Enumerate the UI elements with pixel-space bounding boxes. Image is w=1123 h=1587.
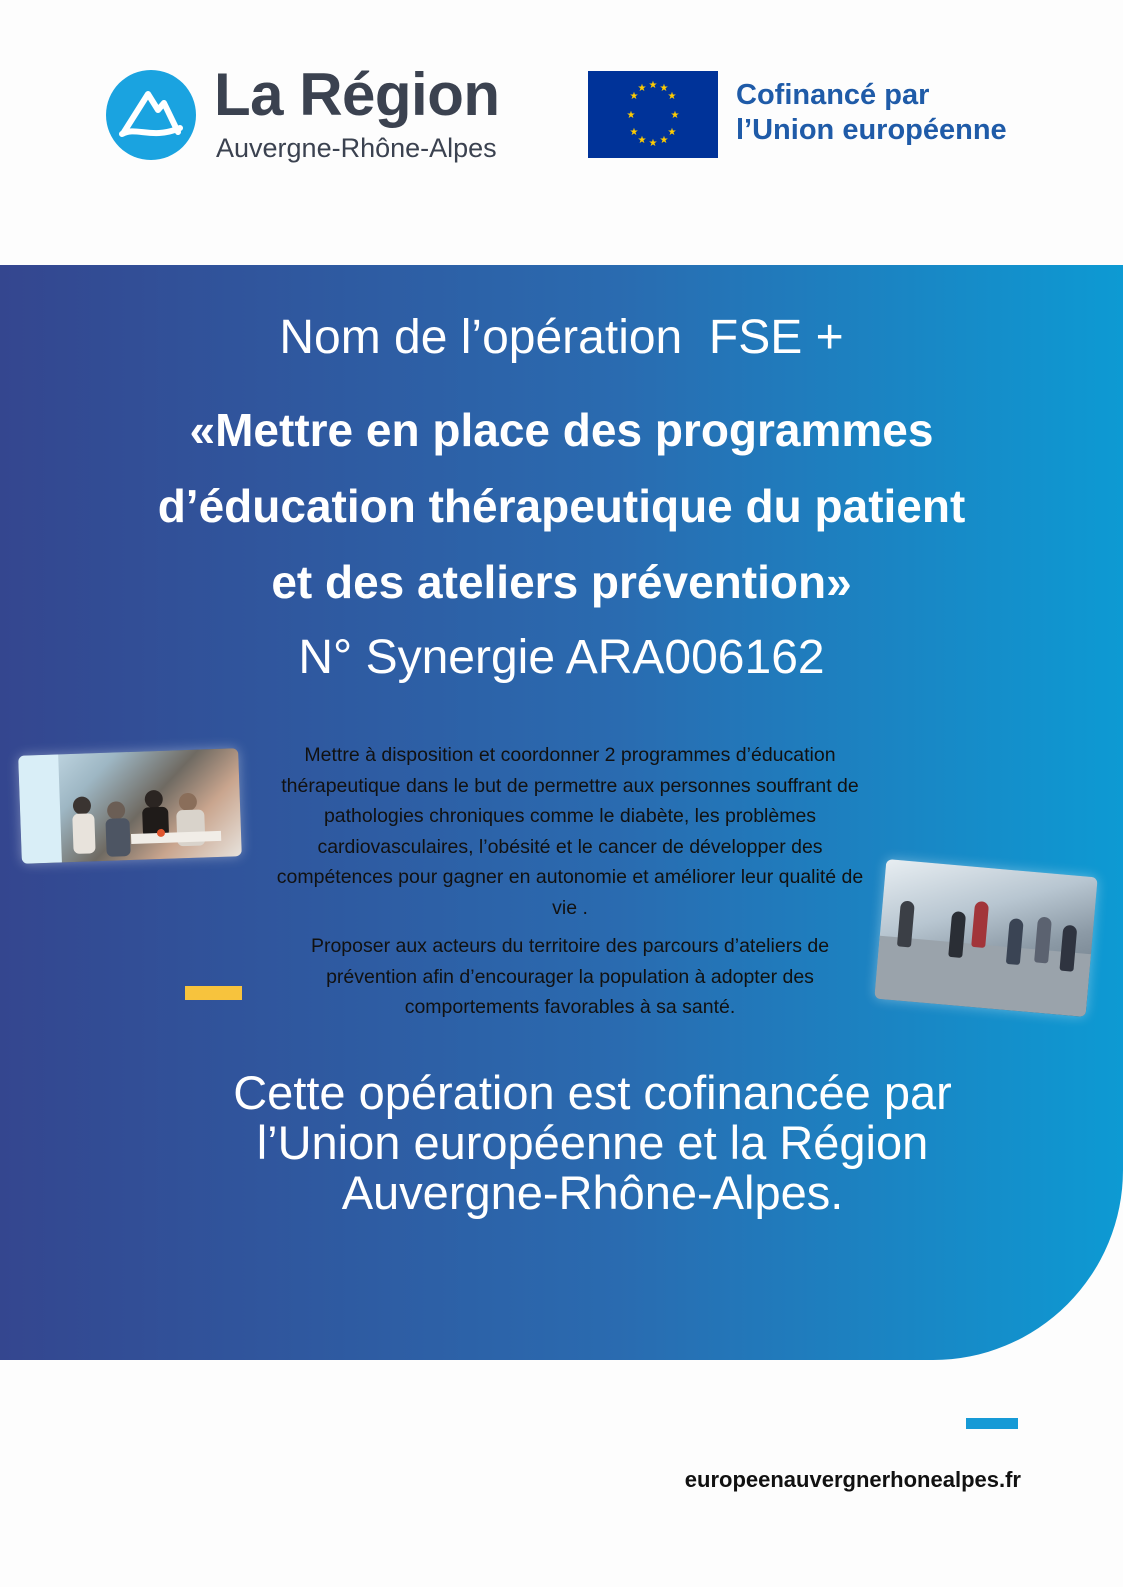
yellow-accent-dash [185,986,242,1000]
region-subtitle: Auvergne-Rhône-Alpes [216,133,497,163]
person [971,901,989,948]
eu-flag-icon [588,71,718,158]
blue-accent-dash [966,1418,1018,1429]
cofinancing-line: Auvergne-Rhône-Alpes. [341,1166,844,1219]
website-link[interactable]: europeenauvergnerhonealpes.fr [684,1467,1021,1492]
workshop-photo [18,748,242,864]
region-name: La Région [214,61,500,128]
cofinancing-line: l’Union européenne et la Région [256,1116,929,1169]
synergie-number: N° Synergie ARA006162 [298,631,825,684]
title-line: d’éducation thérapeutique du patient [157,480,966,532]
svg-text:★: ★ [626,110,636,121]
operation-title [0,392,1123,620]
title-line: et des ateliers prévention» [271,556,852,608]
svg-text:★: ★ [648,80,658,91]
svg-text:★: ★ [659,135,669,146]
svg-text:★: ★ [629,127,639,138]
description-paragraph: Proposer aux acteurs du territoire des parcours d’ateliers de prévention afin d’encourager la population à adopter des comportements favorables à sa santé. [310,935,830,1018]
title-line: «Mettre en place des programmes [189,404,934,456]
svg-text:★: ★ [670,110,680,121]
operation-description [265,740,875,1031]
svg-text:★: ★ [667,127,677,138]
description-paragraph: Mettre à disposition et coordonner 2 programmes d’éducation thérapeutique dans le but de permettre aux personnes souffrant de pathologies chroniques comme le diabète, les problèmes cardiovasculaires, l’obésité et le cancer de développer des compétences pour gagner en autonomie et améliorer leur qualité de vie . [276,744,864,919]
cofinancing-line: Cette opération est cofinancée par [233,1066,952,1119]
region-logo [106,61,546,166]
eu-cofinancing-label [736,78,1007,148]
svg-text:★: ★ [629,91,639,102]
eu-line-1: Cofinancé par [736,79,930,111]
svg-text:★: ★ [648,138,658,149]
region-mountain-logo-icon [106,70,196,160]
cofinancing-statement [150,1068,1035,1218]
eu-line-2: l’Union européenne [736,114,1007,146]
prevention-workshop-photo [874,859,1097,1017]
svg-text:★: ★ [659,83,669,94]
operation-label: Nom de l’opération FSE + [279,311,844,364]
svg-text:★: ★ [637,83,647,94]
svg-text:★: ★ [667,91,677,102]
svg-text:★: ★ [637,135,647,146]
